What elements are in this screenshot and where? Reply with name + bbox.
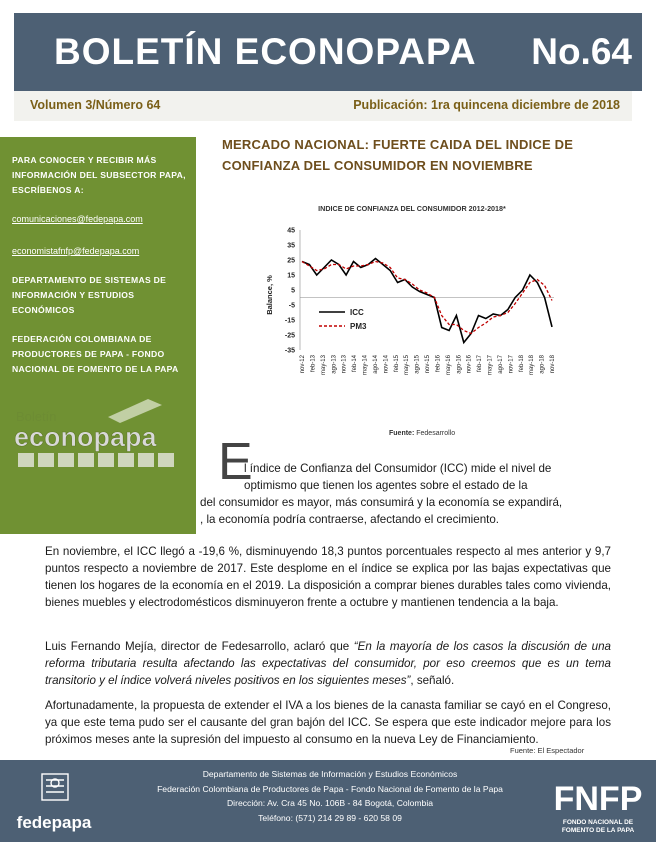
footer-line-address: Dirección: Av. Cra 45 No. 106B - 84 Bogotá, Colombia xyxy=(226,798,434,808)
chart-y-tick-label: -35 xyxy=(284,347,295,355)
chart-x-tick-label: ago-15 xyxy=(414,355,421,374)
header-banner xyxy=(14,13,642,91)
fedepapa-logo-text: fedepapa xyxy=(16,813,92,832)
chart-x-tick-label: may-13 xyxy=(320,355,327,376)
quote-intro: Luis Fernando Mejía, director de Fedesarrollo, aclaró que xyxy=(45,640,354,653)
chart-x-tick-label: nov-15 xyxy=(425,355,431,374)
chart-x-tick-label: feb-16 xyxy=(435,355,442,373)
chart-y-tick-label: -15 xyxy=(284,317,295,325)
sidebar-contact-heading: PARA CONOCER Y RECIBIR MÁS INFORMACIÓN DEL SUBSECTOR PAPA, ESCRÍBENOS A: xyxy=(12,155,186,195)
volume-label: Volumen 3/Número 64 xyxy=(30,98,161,112)
chart-y-tick-label: -25 xyxy=(284,332,295,340)
chart-x-tick-label: feb-13 xyxy=(310,355,317,373)
chart-y-tick-label: 45 xyxy=(287,227,295,235)
chart-x-tick-label: ago-13 xyxy=(331,355,338,374)
footer-line-department: Departamento de Sistemas de Información y Estudios Económicos xyxy=(202,769,458,779)
fedepapa-logo xyxy=(6,770,102,838)
chart-series-icc xyxy=(302,259,552,343)
fnfp-logo-text: FNFP xyxy=(553,780,643,818)
footer-contact-block xyxy=(110,767,550,825)
chart-source xyxy=(389,430,455,437)
chart-ylabel: Balance, % xyxy=(265,275,274,315)
intro-line-1: l índice de Confianza del Consumidor (ICC) mide el nivel de xyxy=(244,462,552,475)
chart-x-tick-label: may-18 xyxy=(529,355,536,376)
quote-text: “En la mayoría de los casos la discusión de una reforma tributaria resulta afectando las expectativas del consumidor, por eso creemos que es un tema transitorio y el índice volverá niveles positivos en los siguientes meses” xyxy=(45,640,611,687)
chart-x-tick-label: may-15 xyxy=(404,355,411,376)
chart-x-tick-label: nov-18 xyxy=(550,355,556,374)
fnfp-logo-sub2: FOMENTO DE LA PAPA xyxy=(561,827,635,834)
intro-line-4: , la economía podría contraerse, afectando el crecimiento. xyxy=(200,513,500,526)
chart-y-tick-label: 25 xyxy=(287,257,295,265)
paragraph-fedesarrollo-quote xyxy=(45,638,611,689)
sidebar xyxy=(0,137,196,534)
chart-x-tick-label: ago-18 xyxy=(539,355,546,374)
chart-x-tick-label: nov-16 xyxy=(466,355,473,374)
logo-text-top: Boletín xyxy=(16,409,57,424)
article-source: Fuente: El Espectador xyxy=(510,746,585,755)
bulletin-title: BOLETÍN ECONOPAPA xyxy=(54,31,477,72)
chart-x-tick-label: may-16 xyxy=(445,355,452,376)
chart-x-tick-label: nov-14 xyxy=(383,355,390,374)
sidebar-email-economista[interactable]: economistafnfp@fedepapa.com xyxy=(12,246,140,256)
icc-chart xyxy=(262,200,562,430)
econopapa-logo xyxy=(12,399,190,469)
sidebar-federation: FEDERACIÓN COLOMBIANA DE PRODUCTORES DE PAPA - FONDO NACIONAL DE FOMENTO DE LA PAPA xyxy=(12,334,179,374)
chart-x-tick-label: ago-14 xyxy=(372,355,379,374)
chart-x-tick-label: nov-12 xyxy=(300,355,306,374)
chart-x-tick-label: nov-13 xyxy=(341,355,348,374)
chart-x-tick-label: feb-18 xyxy=(518,355,525,373)
chart-x-tick-label: may-17 xyxy=(487,355,494,376)
chart-y-tick-label: 35 xyxy=(287,242,295,250)
paragraph-iva: Afortunadamente, la propuesta de extender el IVA a los bienes de la canasta familiar se cayó en el Congreso, ya que este tema pudo ser el causante del gran bajón del ICC. Se espera que este indicador mejore para los próximos meses ante la supresión del impuesto al consumo en la nueva Ley de Financiamiento. xyxy=(45,699,611,746)
chart-y-tick-label: 15 xyxy=(287,272,295,280)
paragraph-icc-november: En noviembre, el ICC llegó a -19,6 %, disminuyendo 18,3 puntos porcentuales respecto al mes anterior y 9,7 puntos respecto a noviembre de 2017. Este desplome en el índice se explica por las bajas expectativas que tienen los hogares de la economía en el 2019. La disposición a comprar bienes durables tales como vivienda, bienes muebles y electrodomésticos disminuyeron frente a octubre y mantienen tendencia a la baja. xyxy=(45,545,611,609)
subheader-bar xyxy=(14,91,632,121)
logo-text-main: econopapa xyxy=(14,422,157,452)
drop-cap: E xyxy=(218,433,253,491)
article-title-line2: CONFIANZA DEL CONSUMIDOR EN NOVIEMBRE xyxy=(222,158,533,173)
chart-y-tick-label: 5 xyxy=(291,287,295,295)
chart-title: INDICE DE CONFIANZA DEL CONSUMIDOR 2012-2018* xyxy=(318,204,506,213)
chart-x-tick-label: feb-15 xyxy=(393,355,400,373)
article-title xyxy=(222,134,622,176)
chart-x-tick-label: nov-17 xyxy=(508,355,515,374)
chart-x-tick-label: ago-17 xyxy=(497,355,504,374)
fnfp-logo xyxy=(548,768,648,840)
sidebar-department: DEPARTAMENTO DE SISTEMAS DE INFORMACIÓN Y ESTUDIOS ECONÓMICOS xyxy=(12,275,167,315)
footer xyxy=(0,760,656,842)
chart-x-tick-label: feb-14 xyxy=(352,355,359,373)
chart-source-value: Fedesarrollo xyxy=(416,430,456,437)
intro-line-2: optimismo que tienen los agentes sobre el estado de la xyxy=(244,479,528,492)
chart-x-tick-label: feb-17 xyxy=(477,355,484,373)
chart-x-tick-label: ago-16 xyxy=(456,355,463,374)
chart-y-tick-label: -5 xyxy=(288,302,295,310)
sidebar-email-comunicaciones[interactable]: comunicaciones@fedepapa.com xyxy=(12,214,143,224)
article-title-line1: MERCADO NACIONAL: FUERTE CAIDA DEL INDICE DE xyxy=(222,137,574,152)
bulletin-number: No.64 xyxy=(531,31,632,72)
quote-end: , señaló. xyxy=(410,674,455,687)
footer-line-phone: Teléfono: (571) 214 29 89 - 620 58 09 xyxy=(258,812,402,823)
chart-legend-label: PM3 xyxy=(350,322,367,331)
intro-line-3: del consumidor es mayor, más consumirá y la economía se expandirá, xyxy=(200,496,563,509)
fnfp-logo-sub1: FONDO NACIONAL DE xyxy=(562,819,634,826)
chart-source-label: Fuente: xyxy=(389,430,415,437)
chart-legend-label: ICC xyxy=(350,308,364,317)
publication-date: Publicación: 1ra quincena diciembre de 2018 xyxy=(353,98,620,112)
chart-x-tick-label: may-14 xyxy=(362,355,369,376)
footer-line-federation: Federación Colombiana de Productores de Papa - Fondo Nacional de Fomento de la Papa xyxy=(157,783,503,794)
